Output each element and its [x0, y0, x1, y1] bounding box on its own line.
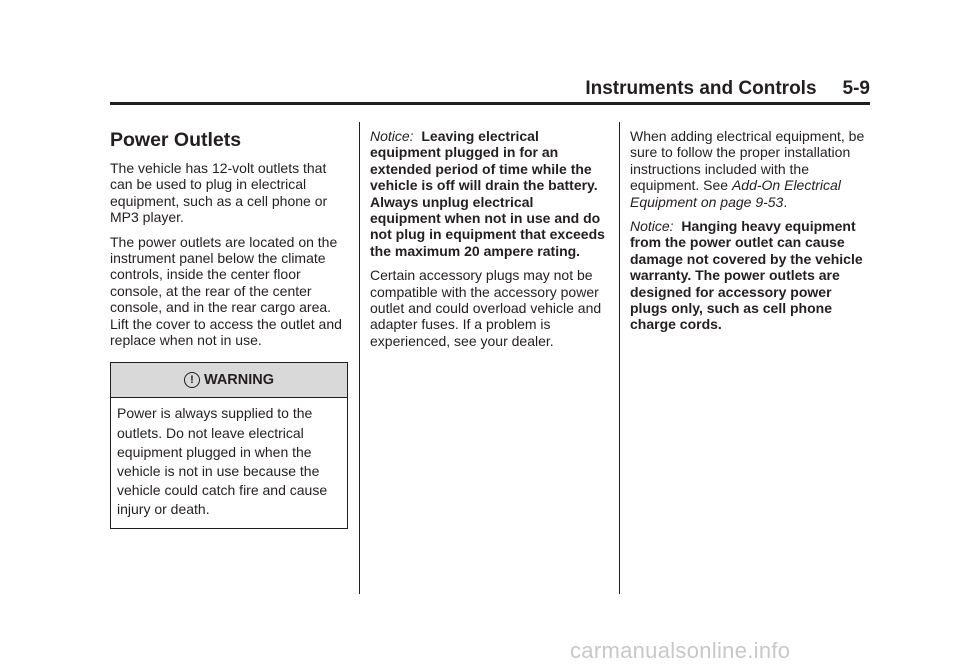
section-heading: Power Outlets — [110, 129, 242, 151]
page-header — [110, 78, 870, 100]
warning-text: Power is always supplied to the outlets. Do not leave electrical equipment plugged in when the vehicle is not in use because the vehicle could catch fire and cause injury or death. — [117, 405, 328, 518]
column-divider-1 — [359, 122, 360, 594]
notice-paragraph — [370, 128, 608, 259]
column-1 — [110, 128, 348, 529]
column-2 — [370, 128, 608, 357]
header-rule — [110, 102, 870, 105]
notice-paragraph — [630, 218, 868, 333]
column-divider-2 — [619, 122, 620, 594]
column-3 — [630, 128, 868, 341]
notice-label: Notice: — [370, 128, 414, 144]
notice-text: Hanging heavy equipment from the power outlet can cause damage not covered by the vehicle warranty. The power outlets are designed for accessory power plugs only, such as cell phone charge cords. — [630, 218, 863, 333]
warning-header — [111, 363, 347, 398]
section-title: Instruments and Controls — [585, 78, 817, 99]
warning-label: WARNING — [203, 372, 275, 389]
paragraph: The power outlets are located on the instrument panel below the climate controls, inside the center floor console, at the rear of the center console, and in the rear cargo area. Lift the cover to access the outlet and replace when not in use. — [110, 233, 342, 349]
paragraph-text: When adding electrical equipment, be sure to follow the proper installation instructions included with the equipment. See — [630, 128, 865, 194]
paragraph-end: . — [783, 193, 788, 210]
cross-reference-link[interactable]: Add-On Electrical Equipment on page 9-53 — [630, 177, 841, 210]
paragraph: The vehicle has 12-volt outlets that can be used to plug in electrical equipment, such as a cell phone or MP3 player. — [110, 160, 328, 226]
notice-label: Notice: — [630, 218, 674, 235]
watermark: carmanualsonline.info — [570, 638, 791, 663]
warning-box — [110, 362, 348, 528]
paragraph: Certain accessory plugs may not be compatible with the accessory power outlet and could overload vehicle and adapter fuses. If a problem is experienced, see your dealer. — [370, 267, 602, 349]
warning-icon: ! — [184, 372, 200, 388]
notice-text: Leaving electrical equipment plugged in for an extended period of time while the vehicle is off will drain the battery. Always unplug electrical equipment when not in use and do not plug in equipment that exceeds the maximum 20 ampere rating. — [370, 128, 605, 259]
paragraph — [630, 128, 868, 210]
page-number: 5-9 — [842, 78, 870, 99]
